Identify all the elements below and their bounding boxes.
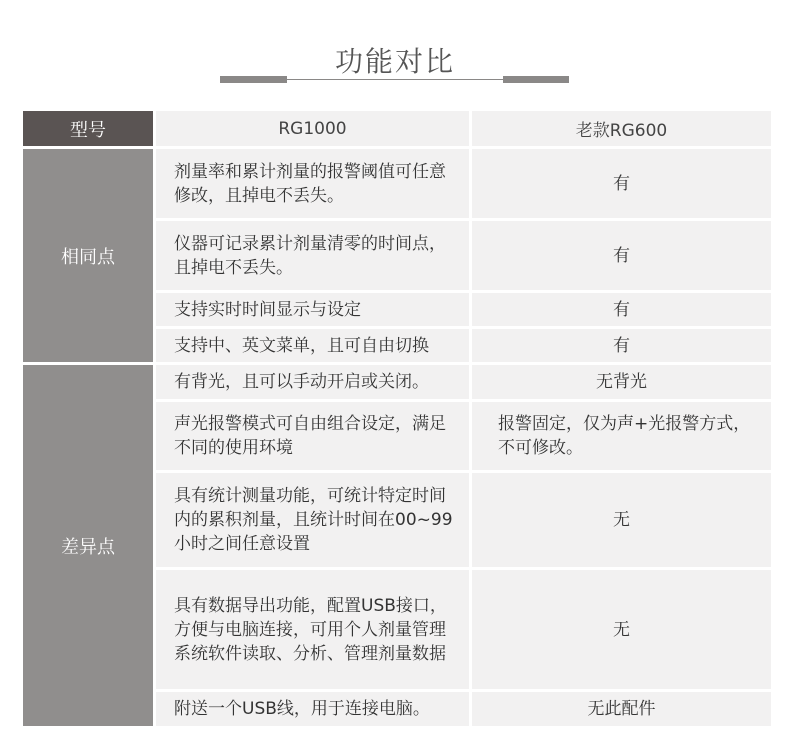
model-header-label: 型号	[23, 111, 153, 146]
model-new-header: RG1000	[156, 111, 469, 146]
model-old-header: 老款RG600	[472, 111, 771, 146]
table-row	[23, 365, 771, 399]
feature-cell: 剂量率和累计剂量的报警阈值可任意修改，且掉电不丢失。	[156, 149, 469, 218]
feature-cell: 支持中、英文菜单，且可自由切换	[156, 329, 469, 362]
title-underline-middle	[287, 79, 503, 80]
old-model-cell: 有	[472, 329, 771, 362]
title-underline-left	[220, 76, 287, 83]
old-model-cell: 有	[472, 293, 771, 326]
title-underline-right	[503, 76, 569, 83]
old-model-cell: 无背光	[472, 365, 771, 399]
feature-cell: 支持实时时间显示与设定	[156, 293, 469, 326]
table-row	[23, 149, 771, 218]
feature-cell: 具有统计测量功能，可统计特定时间内的累积剂量，且统计时间在00~99小时之间任意设置	[156, 473, 469, 567]
header-row	[23, 111, 771, 146]
page-title: 功能对比	[334, 45, 455, 78]
feature-cell: 仪器可记录累计剂量清零的时间点，且掉电不丢失。	[156, 221, 469, 290]
feature-cell: 有背光，且可以手动开启或关闭。	[156, 365, 469, 399]
group-label-diff: 差异点	[23, 365, 153, 726]
feature-cell: 具有数据导出功能，配置USB接口，方便与电脑连接，可用个人剂量管理系统软件读取、分析、管理剂量数据	[156, 570, 469, 689]
feature-cell: 附送一个USB线，用于连接电脑。	[156, 692, 469, 726]
old-model-cell: 无	[472, 570, 771, 689]
comparison-table	[20, 108, 774, 729]
old-model-cell: 报警固定，仅为声+光报警方式，不可修改。	[472, 402, 771, 470]
old-model-cell: 有	[472, 149, 771, 218]
old-model-cell: 无此配件	[472, 692, 771, 726]
group-label-same: 相同点	[23, 149, 153, 362]
old-model-cell: 无	[472, 473, 771, 567]
feature-cell: 声光报警模式可自由组合设定，满足不同的使用环境	[156, 402, 469, 470]
old-model-cell: 有	[472, 221, 771, 290]
